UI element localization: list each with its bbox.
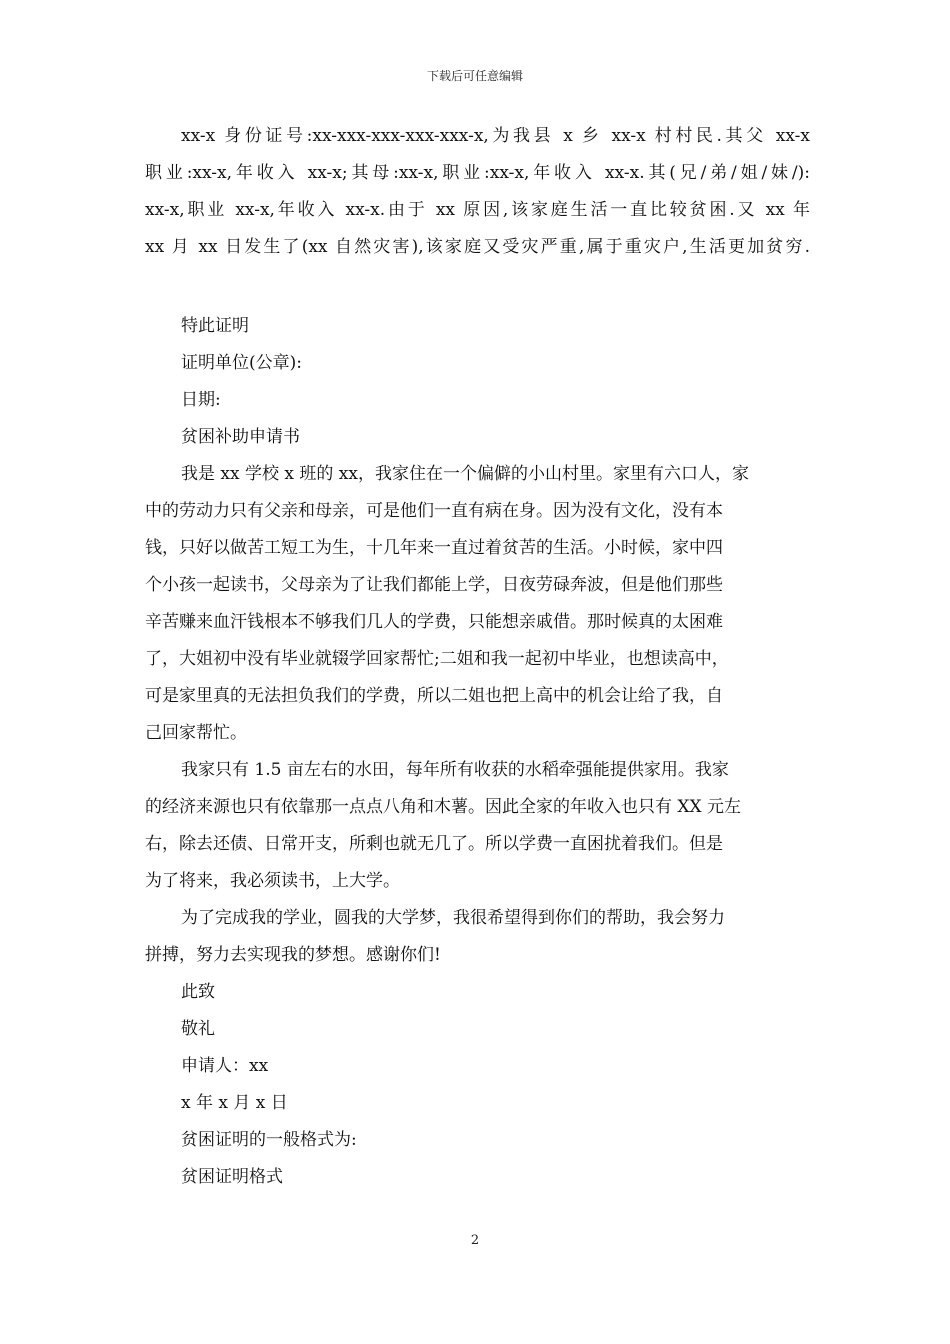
application-paragraph-2	[145, 752, 810, 900]
certify-unit: 证明单位(公章):	[181, 353, 302, 373]
page-number: 2	[470, 1233, 480, 1248]
text-line: 的经济来源也只有依靠那一点点八角和木薯。因此全家的年收入也只有 XX 元左	[145, 797, 742, 817]
text-line: xx 月 xx 日发生了(xx 自然灾害),该家庭又受灾严重,属于重灾户,生活更加贫穷.	[145, 237, 810, 257]
format-intro: 贫困证明的一般格式为:	[181, 1130, 357, 1150]
text-line: xx-x 身份证号:xx-xxx-xxx-xxx-xxx-x,为我县 x 乡 xx-x 村村民.其父 xx-x	[181, 126, 810, 146]
text-line: 右，除去还债、日常开支，所剩也就无几了。所以学费一直困扰着我们。但是	[145, 834, 723, 854]
text-line: xx-x,职业 xx-x,年收入 xx-x.由于 xx 原因,该家庭生活一直比较贫困.又 xx 年	[145, 200, 810, 220]
text-line: 为了完成我的学业，圆我的大学梦，我很希望得到你们的帮助，我会努力	[181, 908, 725, 928]
application-title: 贫困补助申请书	[181, 427, 300, 447]
page-header: 下载后可任意编辑	[426, 69, 523, 83]
text-line: 中的劳动力只有父亲和母亲，可是他们一直有病在身。因为没有文化，没有本	[145, 501, 723, 521]
application-paragraph-1	[145, 456, 810, 752]
certify-statement: 特此证明	[181, 316, 249, 336]
closing-salutation: 此致	[181, 982, 215, 1002]
text-line: 拼搏，努力去实现我的梦想。感谢你们!	[145, 945, 441, 965]
text-line: 个小孩一起读书，父母亲为了让我们都能上学，日夜劳碌奔波，但是他们那些	[145, 575, 723, 595]
application-paragraph-3	[145, 900, 810, 974]
certificate-paragraph	[145, 118, 810, 266]
document-body	[145, 308, 810, 1196]
application-date: x 年 x 月 x 日	[181, 1093, 288, 1113]
text-line: 我家只有 1.5 亩左右的水田，每年所有收获的水稻牵强能提供家用。我家	[181, 760, 729, 780]
certify-date: 日期:	[181, 390, 221, 410]
text-line: 可是家里真的无法担负我们的学费，所以二姐也把上高中的机会让给了我，自	[145, 686, 723, 706]
text-line: 钱，只好以做苦工短工为生，十几年来一直过着贫苦的生活。小时候，家中四	[145, 538, 723, 558]
text-line: 我是 xx 学校 x 班的 xx，我家住在一个偏僻的小山村里。家里有六口人，家	[181, 464, 749, 484]
text-line: 职业:xx-x,年收入 xx-x;其母:xx-x,职业:xx-x,年收入 xx-x.其(兄/弟/姐/妹/):	[145, 163, 810, 183]
format-title: 贫困证明格式	[181, 1167, 283, 1187]
text-line: 己回家帮忙。	[145, 723, 247, 743]
closing-regards: 敬礼	[181, 1019, 215, 1039]
applicant-name: 申请人：xx	[181, 1056, 269, 1076]
text-line: 辛苦赚来血汗钱根本不够我们几人的学费，只能想亲戚借。那时候真的太困难	[145, 612, 723, 632]
text-line: 为了将来，我必须读书，上大学。	[145, 871, 400, 891]
text-line: 了，大姐初中没有毕业就辍学回家帮忙;二姐和我一起初中毕业，也想读高中，	[145, 649, 729, 669]
